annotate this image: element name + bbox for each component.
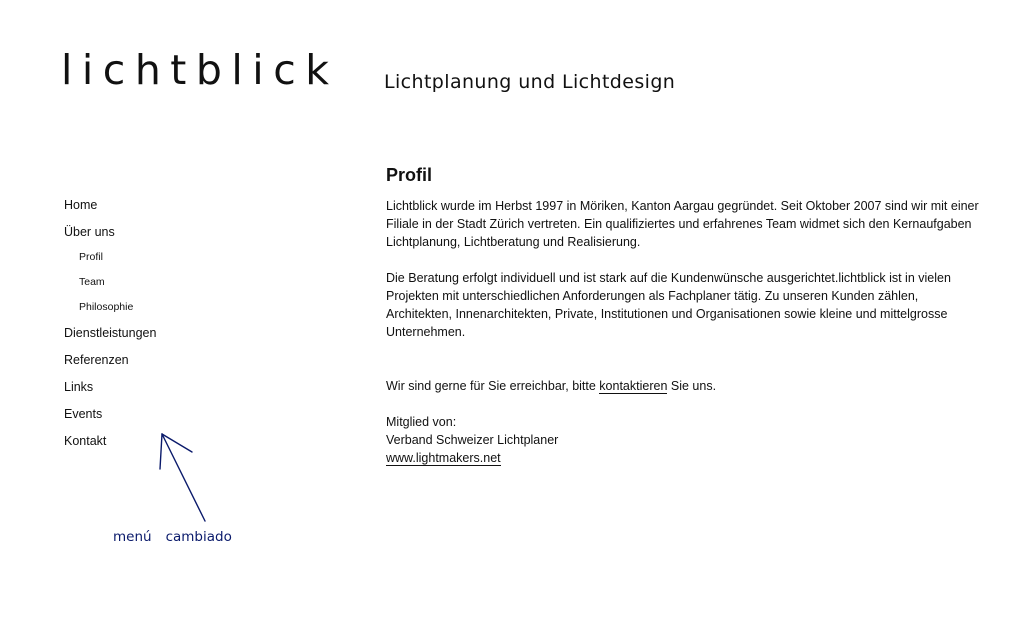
annotation-word-cambiado: cambiado: [165, 529, 232, 545]
annotation-word-menu: menú: [113, 529, 152, 545]
contact-paragraph: [386, 377, 986, 395]
main-content: [386, 163, 986, 467]
annotation-arrow-icon: [150, 428, 210, 528]
main-navigation: [64, 197, 156, 460]
nav-item-dienstleistungen[interactable]: Dienstleistungen: [64, 326, 157, 340]
nav-item-links[interactable]: Links: [64, 380, 94, 394]
nav-item-home[interactable]: Home: [64, 198, 98, 212]
nav-item-events[interactable]: Events: [64, 407, 103, 421]
page-title: Profil: [386, 165, 433, 185]
nav-subitem-philosophie[interactable]: Philosophie: [79, 301, 134, 313]
annotation-note: [113, 531, 232, 545]
contact-text-prefix: Wir sind gerne für Sie erreichbar, bitte: [386, 379, 600, 393]
nav-item-referenzen[interactable]: Referenzen: [64, 353, 129, 367]
intro-paragraph: Lichtblick wurde im Herbst 1997 in Möriken, Kanton Aargau gegründet. Seit Oktober 2007 sind wir mit einer Filiale in der Stadt Zürich vertreten. Ein qualifiziertes und erfahrenes Team widmet sich den Kernaufgaben Lichtplanung, Lichtberatung und Realisierung.: [386, 199, 979, 249]
site-logo[interactable]: lichtblick: [61, 46, 339, 94]
lightmakers-link[interactable]: www.lightmakers.net: [386, 451, 501, 465]
member-label: Mitglied von:: [386, 415, 457, 429]
nav-item-ueber-uns[interactable]: Über uns: [64, 225, 115, 239]
member-organisation: Verband Schweizer Lichtplaner: [386, 433, 559, 447]
contact-text-suffix: Sie uns.: [667, 379, 717, 393]
site-tagline: Lichtplanung und Lichtdesign: [384, 71, 676, 93]
nav-subitem-profil[interactable]: Profil: [79, 251, 103, 263]
nav-item-kontakt[interactable]: Kontakt: [64, 434, 107, 448]
member-link-paragraph: [386, 449, 986, 467]
consulting-paragraph: Die Beratung erfolgt individuell und ist stark auf die Kundenwünsche ausgerichtet.lichtblick ist in vielen Projekten mit unterschiedlichen Anforderungen als Fachplaner tätig. Zu unseren Kunden zählen, Architekten, Innenarchitekten, Private, Institutionen und Organisationen sowie kleine und mittelgrosse Unternehmen.: [386, 271, 951, 339]
contact-link[interactable]: kontaktieren: [599, 379, 668, 393]
nav-subitem-team[interactable]: Team: [79, 276, 105, 288]
